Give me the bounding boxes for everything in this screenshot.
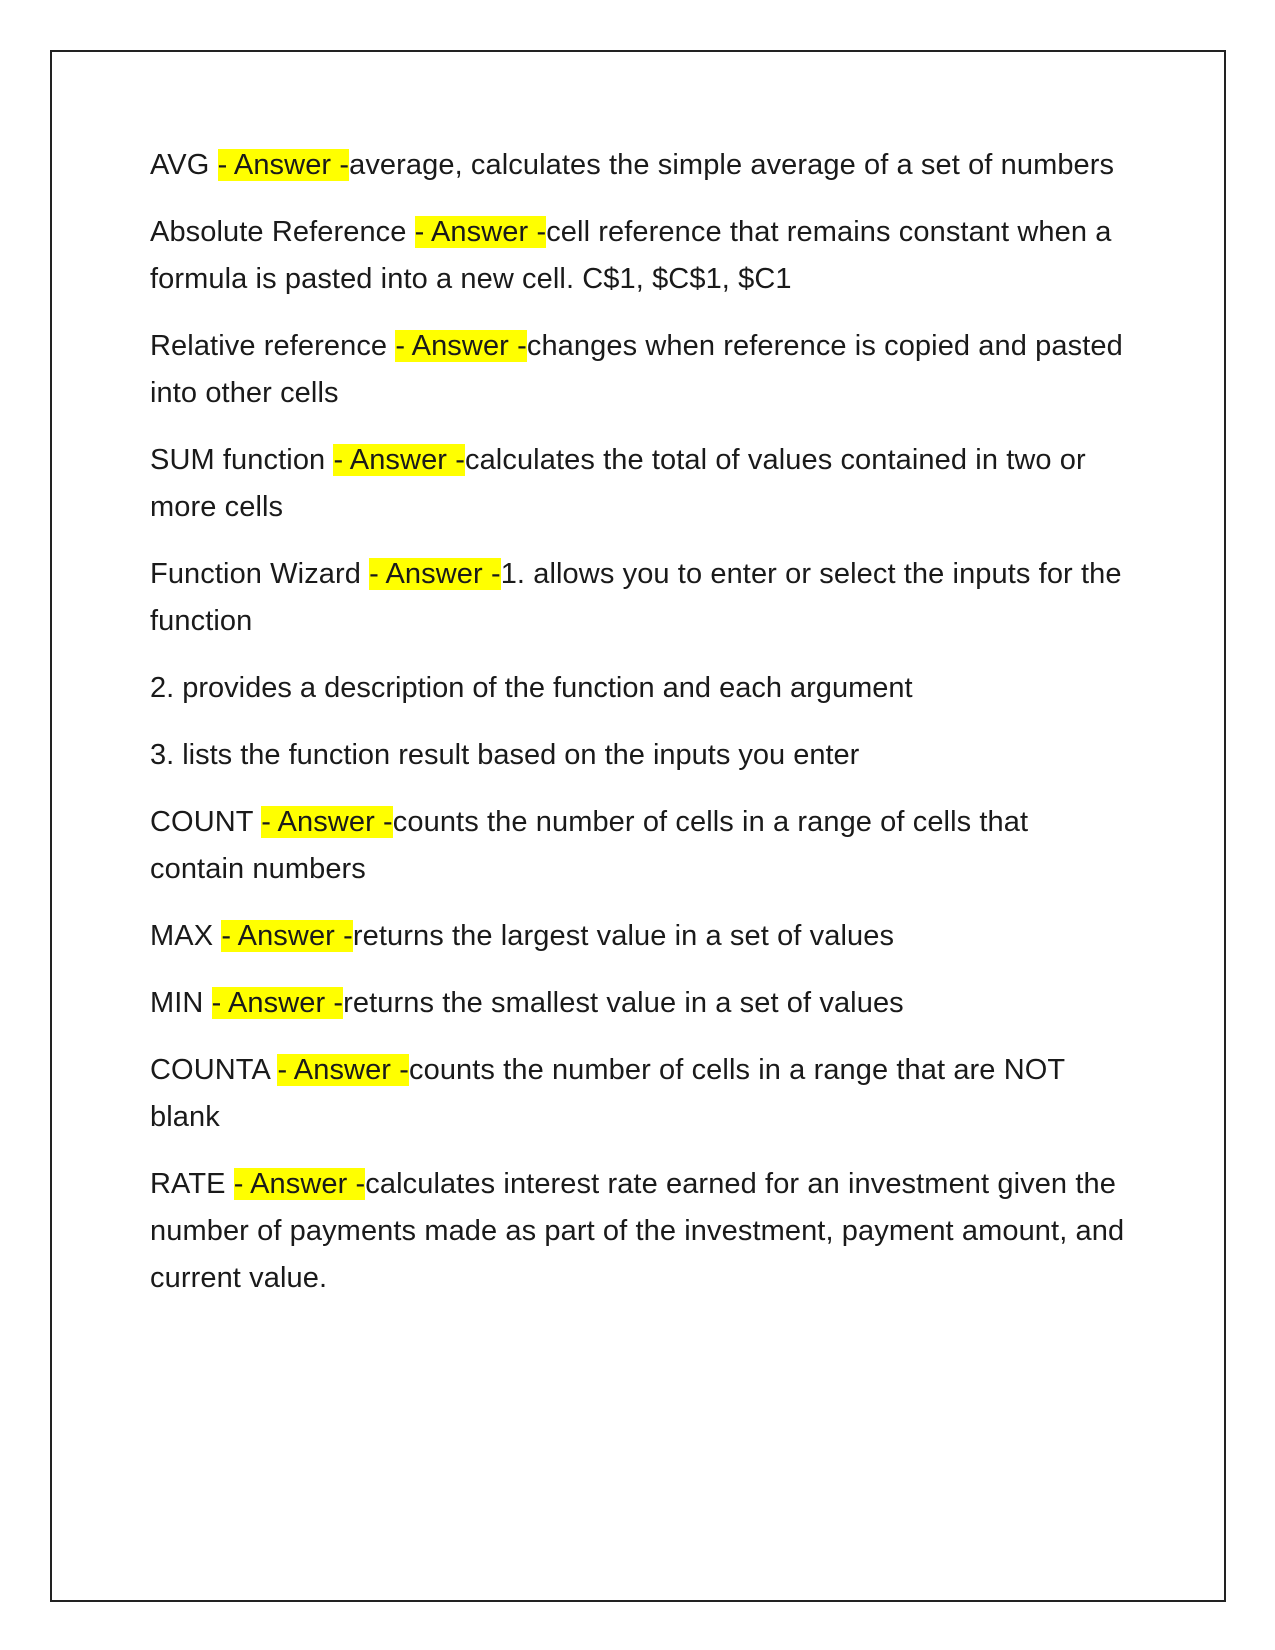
entry-term: Relative reference [150, 330, 396, 362]
entry-definition: counts the number of cells in a range of cells that contain numbers [150, 806, 1029, 885]
answer-marker: - Answer - [217, 149, 350, 181]
entry-term: SUM function [150, 444, 334, 476]
answer-marker: - Answer - [261, 806, 393, 838]
function-wizard-point-2: 2. provides a description of the function and each argument [150, 672, 913, 704]
entry-term: COUNT [150, 806, 262, 838]
answer-marker: - Answer - [395, 330, 527, 362]
entry-definition: returns the smallest value in a set of values [343, 987, 904, 1019]
entry-max [150, 913, 1130, 960]
document-body [150, 142, 1130, 1322]
entry-sum-function [150, 437, 1130, 531]
entry-term: Function Wizard [150, 558, 370, 590]
entry-definition: changes when reference is copied and pasted into other cells [150, 330, 1123, 409]
entry-counta [150, 1047, 1130, 1141]
answer-marker: - Answer - [221, 920, 353, 952]
entry-definition: 1. allows you to enter or select the inputs for the function [150, 558, 1122, 637]
entry-function-wizard [150, 551, 1130, 645]
entry-absolute-reference [150, 209, 1130, 303]
answer-marker: - Answer - [211, 987, 344, 1019]
entry-rate [150, 1161, 1130, 1302]
answer-marker: - Answer - [369, 558, 501, 590]
answer-marker: - Answer - [277, 1054, 409, 1086]
entry-definition: calculates the total of values contained in two or more cells [150, 444, 1086, 523]
answer-marker: - Answer - [333, 444, 465, 476]
answer-marker: - Answer - [233, 1168, 366, 1200]
entry-relative-reference [150, 323, 1130, 417]
entry-avg [150, 142, 1130, 189]
entry-count [150, 799, 1130, 893]
entry-definition: calculates interest rate earned for an investment given the number of payments made as part of the investment, payment amount, and current value. [150, 1168, 1125, 1294]
function-wizard-point-3: 3. lists the function result based on the inputs you enter [150, 739, 860, 771]
entry-term: RATE [150, 1168, 234, 1200]
entry-definition: returns the largest value in a set of values [352, 920, 895, 952]
answer-marker: - Answer - [414, 216, 547, 248]
entry-term: MAX [150, 920, 222, 952]
entry-min [150, 980, 1130, 1027]
entry-term: AVG [150, 149, 218, 181]
entry-definition: average, calculates the simple average of a set of numbers [349, 149, 1115, 181]
entry-term: Absolute Reference [150, 216, 415, 248]
entry-term: COUNTA [150, 1054, 278, 1086]
entry-definition: counts the number of cells in a range that are NOT blank [150, 1054, 1065, 1133]
entry-term: MIN [150, 987, 212, 1019]
entry-definition: cell reference that remains constant when a formula is pasted into a new cell. C$1, $C$1, $C1 [150, 216, 1112, 295]
